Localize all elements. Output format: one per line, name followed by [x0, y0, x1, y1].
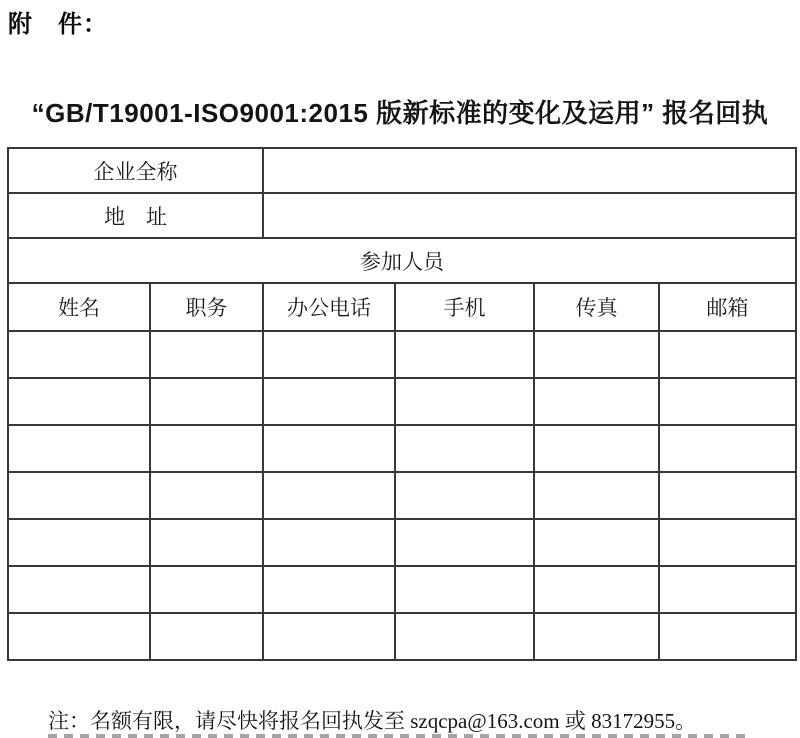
participant-cell	[8, 472, 150, 519]
participant-cell	[263, 425, 395, 472]
participant-row	[8, 425, 796, 472]
participant-cell	[534, 378, 659, 425]
clipped-next-line	[48, 734, 748, 738]
registration-table	[7, 147, 797, 661]
company-name-input-cell	[263, 148, 796, 193]
participant-cell	[8, 613, 150, 660]
participant-cell	[659, 331, 796, 378]
company-name-label: 企业全称	[8, 148, 263, 193]
participant-cell	[150, 472, 263, 519]
participant-row	[8, 378, 796, 425]
participant-row	[8, 613, 796, 660]
participant-cell	[659, 472, 796, 519]
participant-cell	[395, 519, 534, 566]
participant-cell	[395, 425, 534, 472]
participant-cell	[659, 613, 796, 660]
address-input-cell	[263, 193, 796, 238]
participant-cell	[659, 425, 796, 472]
column-header-title: 职务	[150, 283, 263, 331]
participants-header-row	[8, 238, 796, 283]
participant-cell	[659, 519, 796, 566]
participant-cell	[150, 613, 263, 660]
participant-cell	[395, 613, 534, 660]
participant-cell	[150, 331, 263, 378]
participant-cell	[8, 566, 150, 613]
participant-cell	[395, 472, 534, 519]
form-title: “GB/T19001-ISO9001:2015 版新标准的变化及运用” 报名回执	[31, 98, 769, 128]
participant-cell	[150, 519, 263, 566]
participant-row	[8, 331, 796, 378]
participant-cell	[534, 331, 659, 378]
column-header-fax: 传真	[534, 283, 659, 331]
participant-cell	[263, 472, 395, 519]
column-header-row	[8, 283, 796, 331]
participant-row	[8, 566, 796, 613]
participant-cell	[395, 331, 534, 378]
attachment-label: 附 件：	[8, 11, 108, 38]
participant-cell	[150, 566, 263, 613]
participant-cell	[534, 519, 659, 566]
participant-cell	[8, 425, 150, 472]
participant-cell	[659, 566, 796, 613]
participant-cell	[263, 613, 395, 660]
participant-cell	[8, 331, 150, 378]
participant-row	[8, 519, 796, 566]
participant-cell	[150, 378, 263, 425]
participant-cell	[263, 519, 395, 566]
address-row	[8, 193, 796, 238]
participant-cell	[395, 378, 534, 425]
company-row	[8, 148, 796, 193]
participant-cell	[534, 613, 659, 660]
participant-cell	[263, 331, 395, 378]
address-label: 地 址	[8, 193, 263, 238]
participant-rows	[8, 331, 796, 660]
participant-cell	[8, 378, 150, 425]
participant-cell	[534, 425, 659, 472]
column-header-email: 邮箱	[659, 283, 796, 331]
participant-cell	[263, 378, 395, 425]
participants-section-label: 参加人员	[8, 238, 796, 283]
participant-cell	[534, 566, 659, 613]
column-header-office-phone: 办公电话	[263, 283, 395, 331]
participant-cell	[150, 425, 263, 472]
participant-cell	[534, 472, 659, 519]
participant-row	[8, 472, 796, 519]
participant-cell	[8, 519, 150, 566]
column-header-name: 姓名	[8, 283, 150, 331]
participant-cell	[395, 566, 534, 613]
column-header-mobile: 手机	[395, 283, 534, 331]
participant-cell	[659, 378, 796, 425]
note-text: 注：名额有限，请尽快将报名回执发至 szqcpa@163.com 或 83172955。	[48, 709, 697, 733]
participant-cell	[263, 566, 395, 613]
